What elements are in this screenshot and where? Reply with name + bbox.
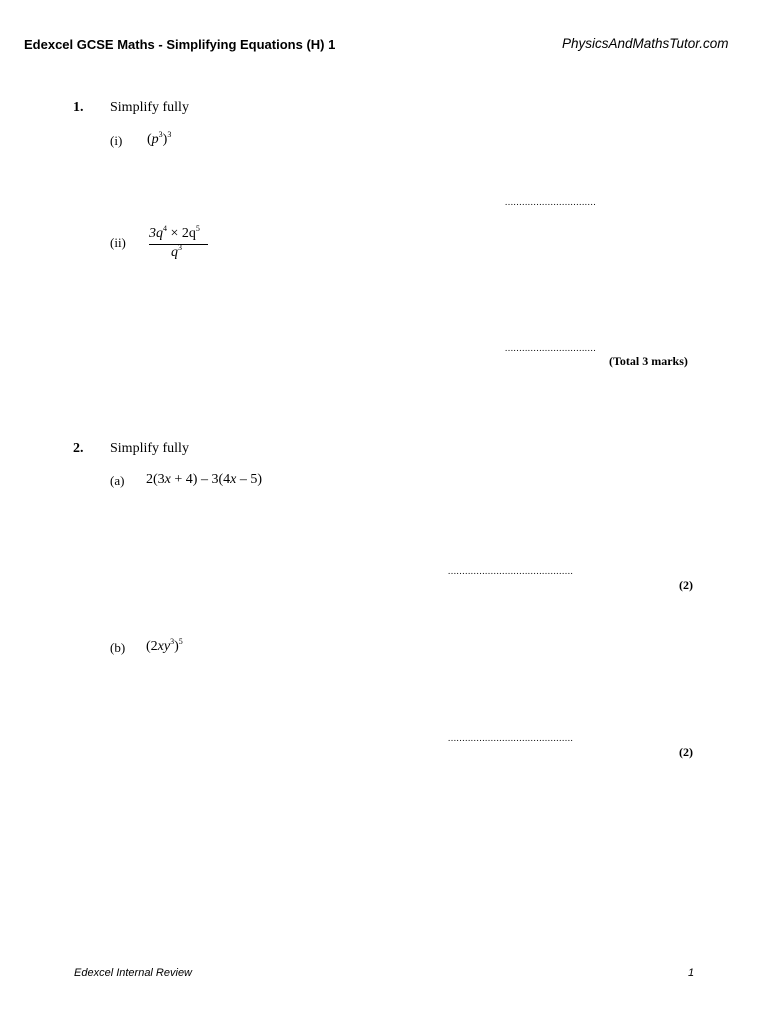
question-1-instruction: Simplify fully	[110, 100, 189, 115]
page-number: 1	[688, 967, 695, 979]
q2-part-a-answer-line: ............................................	[448, 566, 574, 576]
q1-part-i-label: (i)	[110, 133, 123, 148]
q2-part-a-label: (a)	[110, 473, 125, 488]
q2-part-a-expression: 2(3x + 4) – 3(4x – 5)	[146, 472, 263, 487]
q1-part-ii-label: (ii)	[110, 235, 126, 250]
q1-part-i-answer-line: ................................	[505, 197, 597, 207]
site-name: PhysicsAndMathsTutor.com	[562, 36, 729, 51]
q2-part-b-expression: $(2xy^3)^5$	[146, 637, 183, 654]
question-2-number: 2.	[73, 441, 84, 456]
q1-part-ii-answer-line: ................................	[505, 343, 597, 353]
q2-part-a-marks: (2)	[679, 578, 693, 592]
q2-part-b-answer-line: ............................................	[448, 733, 574, 743]
document-title: Edexcel GCSE Maths - Simplifying Equations (H) 1	[24, 37, 336, 52]
q2-part-b-marks: (2)	[679, 745, 693, 759]
q2-part-b-label: (b)	[110, 640, 126, 655]
q1-part-ii-fraction: $3q^4 \times 2q^5$ $q^3$	[149, 226, 209, 266]
question-1-number: 1.	[73, 100, 84, 115]
q1-part-i-expression: $(p^3)^3$	[147, 130, 172, 147]
footer-review-label: Edexcel Internal Review	[74, 967, 193, 979]
question-2-instruction: Simplify fully	[110, 441, 189, 456]
q1-total-marks: (Total 3 marks)	[609, 354, 688, 368]
